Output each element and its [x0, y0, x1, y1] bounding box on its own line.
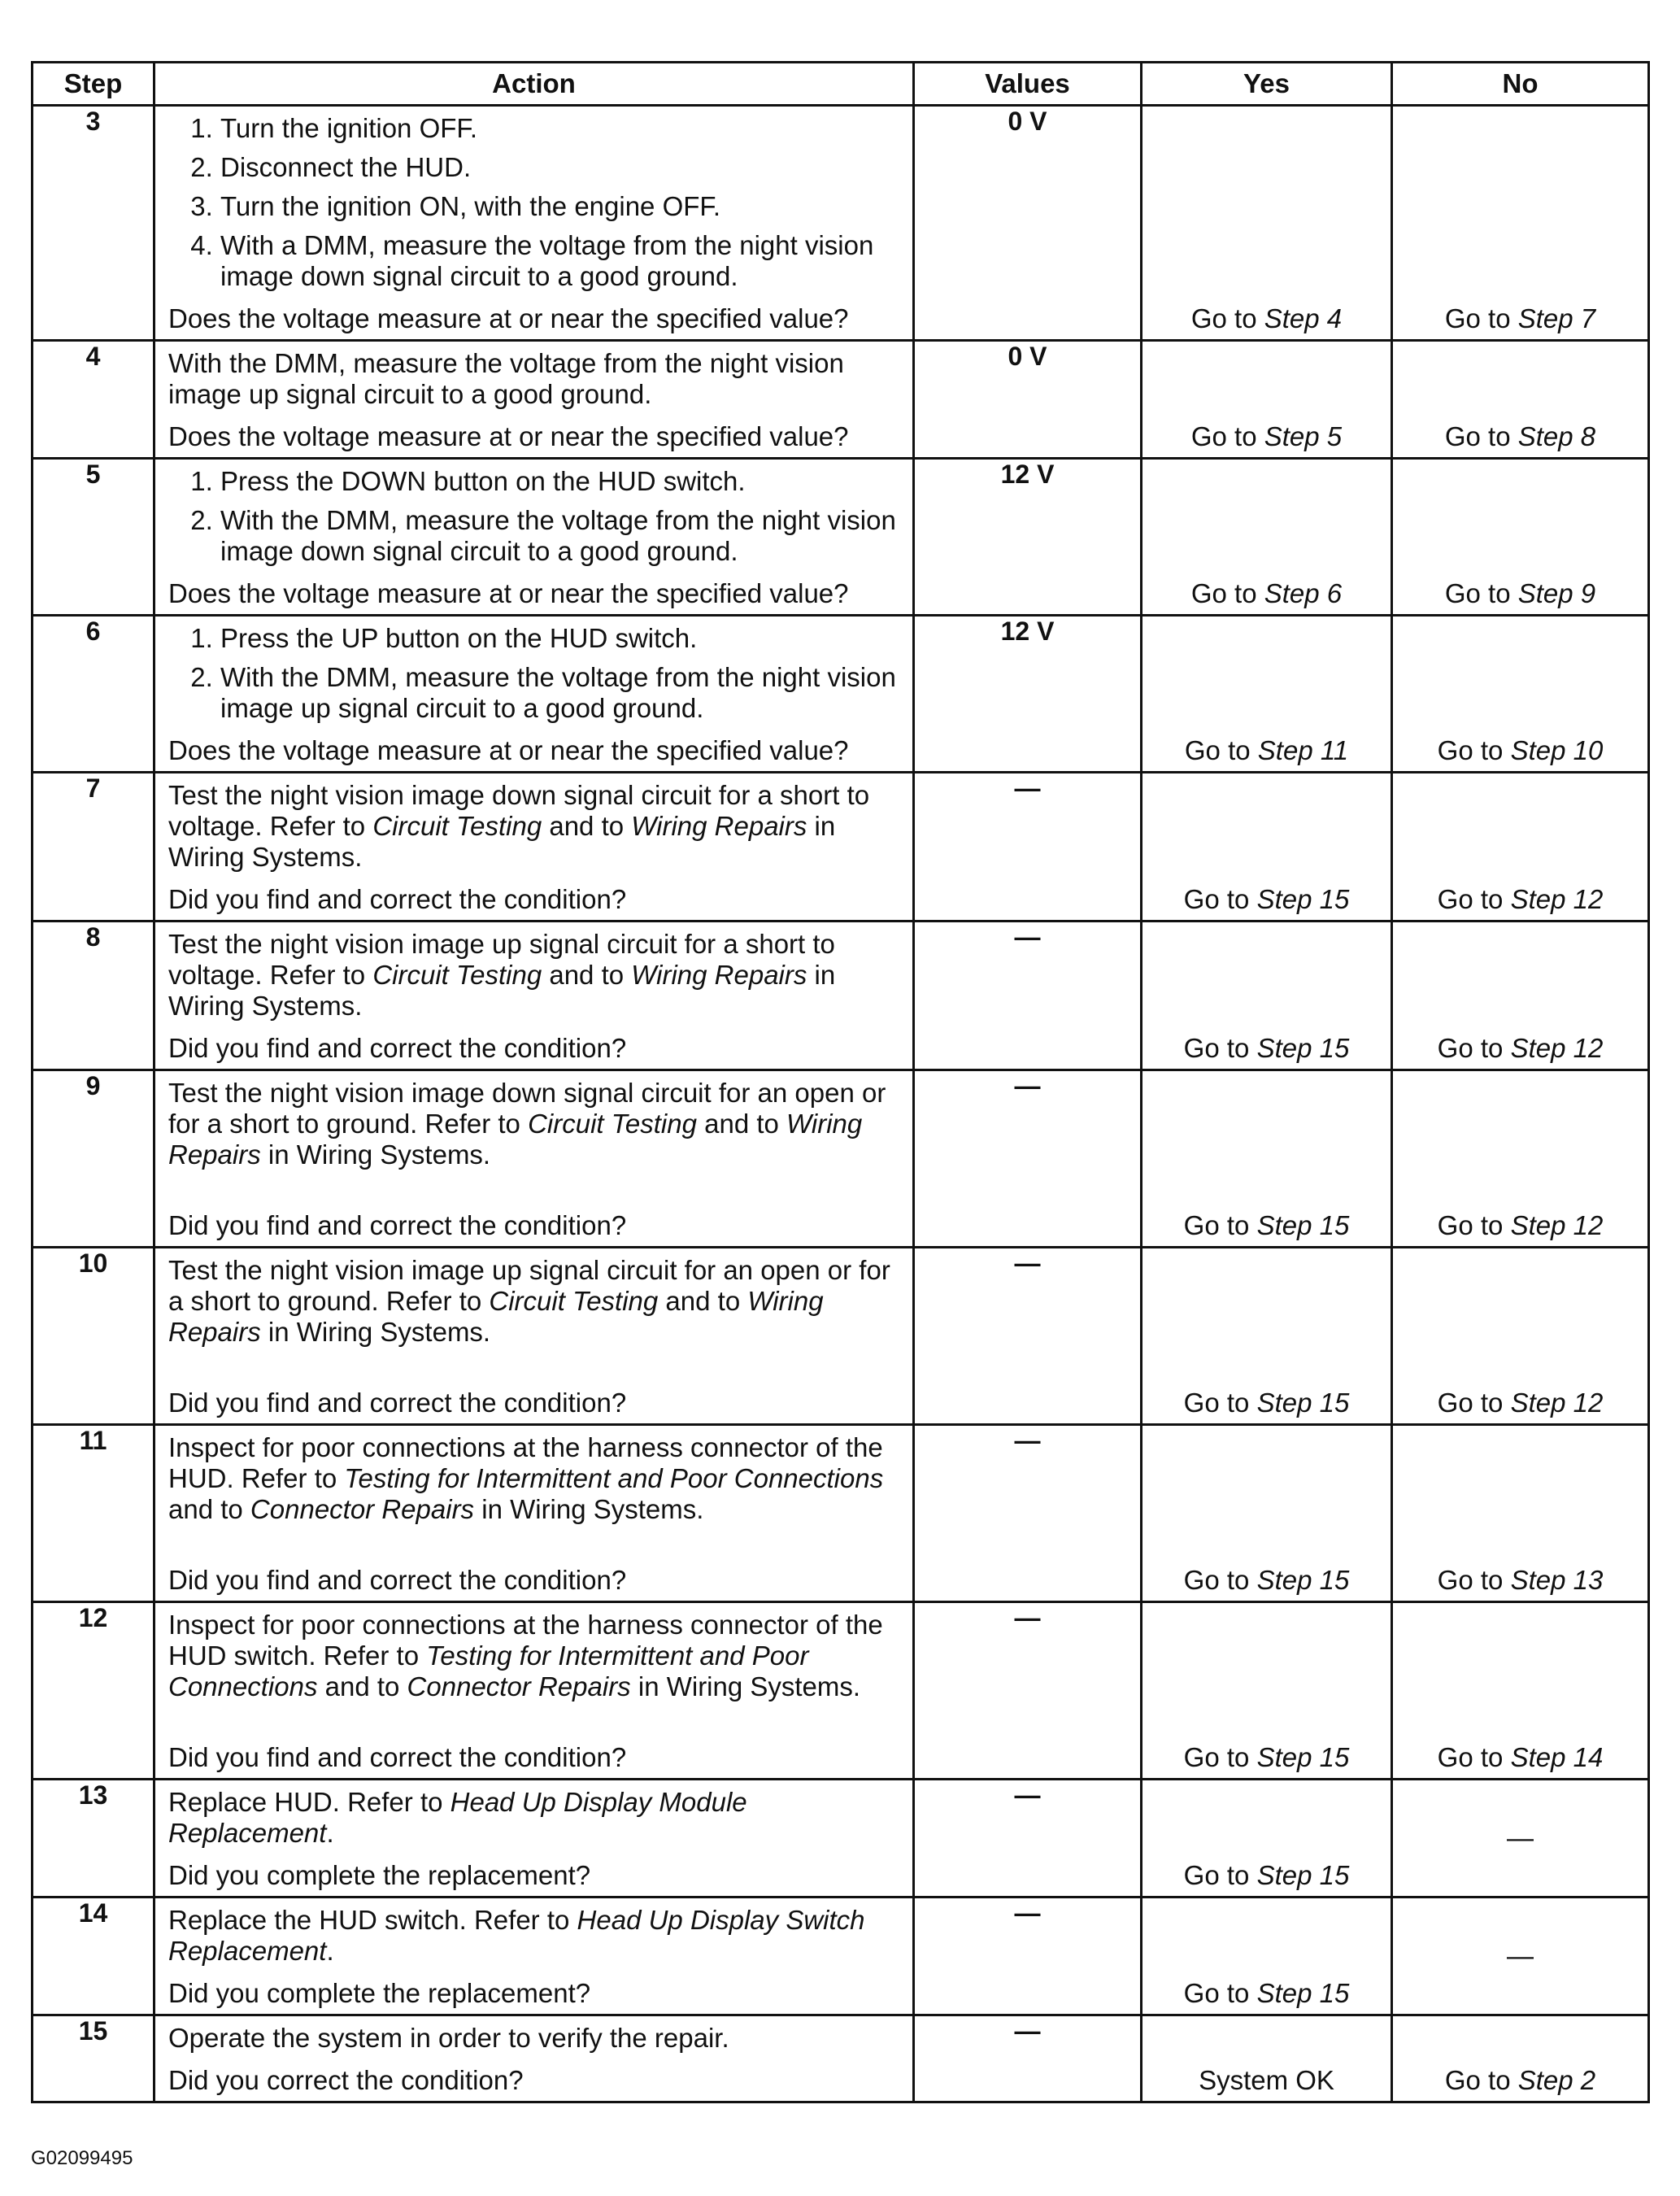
action-text-part: and to	[658, 1286, 748, 1316]
action-cell	[155, 616, 914, 773]
action-cell	[155, 1898, 914, 2015]
action-step: 4. With a DMM, measure the voltage from the night vision image down signal circuit to a good ground.	[220, 230, 903, 292]
goto-prefix: Go to	[1183, 1210, 1250, 1240]
values-cell: 0 V	[914, 341, 1142, 459]
reference-title: Circuit Testing	[372, 960, 542, 990]
values-cell: 0 V	[914, 106, 1142, 341]
no-cell	[1392, 1070, 1649, 1248]
reference-title: Circuit Testing	[489, 1286, 659, 1316]
goto-prefix: Go to	[1444, 2065, 1511, 2095]
goto-prefix: Go to	[1183, 1565, 1250, 1595]
action-cell	[155, 2015, 914, 2102]
action-text-part: and to	[168, 1494, 250, 1524]
step-cell: 13	[33, 1780, 155, 1898]
action-step: 2. With the DMM, measure the voltage from the night vision image down signal circuit to a good ground.	[220, 505, 903, 567]
reference-title: Connector Repairs	[250, 1494, 475, 1524]
goto-step-ref: Step 15	[1256, 1565, 1350, 1595]
action-question: Did you find and correct the condition?	[168, 884, 627, 914]
goto-prefix: Go to	[1444, 421, 1511, 451]
header-step: Step	[33, 63, 155, 106]
goto-prefix: Go to	[1184, 735, 1251, 765]
yes-cell	[1142, 1070, 1392, 1248]
yes-result	[1142, 1210, 1391, 1241]
action-text: With the DMM, measure the voltage from the night vision image up signal circuit to a good ground.	[168, 348, 844, 409]
reference-title: Circuit Testing	[372, 811, 542, 841]
no-result	[1393, 303, 1647, 334]
step-cell: 3	[33, 106, 155, 341]
action-question: Does the voltage measure at or near the specified value?	[168, 735, 849, 765]
action-text-part: in Wiring Systems.	[474, 1494, 704, 1524]
reference-title: Connector Repairs	[407, 1671, 631, 1701]
goto-prefix: Go to	[1190, 421, 1257, 451]
reference-title: Wiring Repairs	[168, 1109, 863, 1170]
action-text-part: in Wiring Systems.	[260, 1139, 491, 1170]
action-question: Did you complete the replacement?	[168, 1978, 591, 2008]
reference-title: Testing for Intermittent and Poor Connections	[344, 1463, 884, 1493]
goto-step-ref: Step 15	[1256, 1210, 1350, 1240]
reference-title: Wiring Repairs	[168, 1286, 824, 1347]
goto-prefix: Go to	[1437, 1565, 1504, 1595]
goto-step-ref: Step 13	[1510, 1565, 1604, 1595]
action-question: Does the voltage measure at or near the specified value?	[168, 578, 849, 608]
action-cell	[155, 1248, 914, 1425]
step-cell: 12	[33, 1602, 155, 1780]
no-result	[1393, 421, 1647, 452]
yes-cell	[1142, 773, 1392, 922]
yes-cell	[1142, 1898, 1392, 2015]
goto-prefix: Go to	[1437, 1388, 1504, 1418]
action-text: Operate the system in order to verify the repair.	[168, 2023, 729, 2053]
goto-prefix: Go to	[1444, 303, 1511, 333]
step-cell: 11	[33, 1425, 155, 1602]
values-cell: 12 V	[914, 616, 1142, 773]
action-text-part: Inspect for poor connections at the harness connector of the HUD. Refer to	[168, 1432, 883, 1493]
action-text-part: Replace the HUD switch. Refer to	[168, 1905, 577, 1935]
no-cell	[1392, 773, 1649, 922]
action-question: Does the voltage measure at or near the specified value?	[168, 421, 849, 451]
table-row	[33, 1602, 1649, 1780]
reference-title: Circuit Testing	[528, 1109, 697, 1139]
no-cell	[1392, 106, 1649, 341]
action-step: 1. Press the DOWN button on the HUD switch.	[220, 466, 903, 497]
action-text-part: Replace HUD. Refer to	[168, 1787, 450, 1817]
action-cell	[155, 1070, 914, 1248]
action-text-part: .	[326, 1818, 334, 1848]
no-cell	[1392, 1898, 1649, 2015]
yes-result	[1142, 735, 1391, 766]
goto-step-ref: Step 12	[1510, 884, 1604, 914]
action-step: 1. Turn the ignition OFF.	[220, 113, 903, 144]
action-question: Did you find and correct the condition?	[168, 1033, 627, 1063]
action-text-part: Test the night vision image down signal circuit for a short to voltage. Refer to	[168, 780, 870, 841]
yes-result: System OK	[1199, 2065, 1334, 2095]
no-result	[1393, 2065, 1647, 2096]
values-cell: —	[914, 922, 1142, 1070]
no-result	[1393, 1210, 1647, 1241]
action-text-part: in Wiring Systems.	[168, 960, 836, 1021]
yes-cell	[1142, 922, 1392, 1070]
no-result: —	[1507, 1941, 1534, 1971]
no-cell	[1392, 922, 1649, 1070]
yes-result	[1142, 1978, 1391, 2009]
values-cell: 12 V	[914, 459, 1142, 616]
goto-prefix: Go to	[1183, 1742, 1250, 1772]
action-text-part: and to	[696, 1109, 787, 1139]
values-cell: —	[914, 1070, 1142, 1248]
no-result	[1393, 1388, 1647, 1418]
goto-step-ref: Step 12	[1510, 1388, 1604, 1418]
action-cell	[155, 773, 914, 922]
goto-step-ref: Step 15	[1256, 884, 1350, 914]
goto-step-ref: Step 11	[1257, 735, 1349, 765]
action-question: Did you correct the condition?	[168, 2065, 524, 2095]
step-cell: 14	[33, 1898, 155, 2015]
header-yes: Yes	[1142, 63, 1392, 106]
goto-step-ref: Step 14	[1510, 1742, 1604, 1772]
values-cell: —	[914, 2015, 1142, 2102]
values-cell: —	[914, 1425, 1142, 1602]
action-text	[168, 780, 903, 873]
action-question: Does the voltage measure at or near the specified value?	[168, 303, 849, 333]
action-text	[168, 1787, 903, 1849]
reference-title: Wiring Repairs	[631, 960, 807, 990]
no-cell	[1392, 1425, 1649, 1602]
yes-result	[1142, 303, 1391, 334]
goto-prefix: Go to	[1190, 303, 1257, 333]
table-row	[33, 773, 1649, 922]
step-cell: 8	[33, 922, 155, 1070]
goto-step-ref: Step 6	[1264, 578, 1343, 608]
action-body	[155, 1426, 912, 1572]
no-cell	[1392, 1602, 1649, 1780]
action-text	[168, 1432, 903, 1525]
yes-cell	[1142, 459, 1392, 616]
table-row	[33, 1425, 1649, 1602]
yes-cell	[1142, 341, 1392, 459]
no-result	[1393, 1742, 1647, 1773]
no-result	[1393, 1033, 1647, 1064]
no-result	[1393, 578, 1647, 609]
no-result: —	[1507, 1823, 1534, 1853]
values-cell: —	[914, 1602, 1142, 1780]
table-row	[33, 2015, 1649, 2102]
step-cell: 4	[33, 341, 155, 459]
goto-prefix: Go to	[1444, 578, 1511, 608]
goto-step-ref: Step 12	[1510, 1210, 1604, 1240]
step-cell: 5	[33, 459, 155, 616]
action-text-part: in Wiring Systems.	[630, 1671, 861, 1701]
action-text	[168, 1905, 903, 1967]
action-question: Did you complete the replacement?	[168, 1860, 591, 1890]
yes-result	[1142, 1565, 1391, 1596]
goto-step-ref: Step 2	[1517, 2065, 1596, 2095]
figure-id: G02099495	[31, 2147, 133, 2169]
goto-prefix: Go to	[1183, 884, 1250, 914]
action-steps-list	[168, 113, 903, 292]
goto-prefix: Go to	[1183, 1388, 1250, 1418]
diagnostic-table	[31, 61, 1650, 2103]
action-question: Did you find and correct the condition?	[168, 1742, 627, 1772]
goto-prefix: Go to	[1437, 1742, 1504, 1772]
yes-result	[1142, 578, 1391, 609]
values-cell: —	[914, 1780, 1142, 1898]
action-text	[168, 1255, 903, 1348]
goto-prefix: Go to	[1437, 735, 1504, 765]
action-step: 2. With the DMM, measure the voltage from the night vision image up signal circuit to a good ground.	[220, 662, 903, 724]
action-text-part: Test the night vision image down signal circuit for an open or for a short to ground. Refer to	[168, 1078, 886, 1139]
goto-prefix: Go to	[1183, 1860, 1250, 1890]
action-cell	[155, 1425, 914, 1602]
no-cell	[1392, 1248, 1649, 1425]
header-no: No	[1392, 63, 1649, 106]
goto-prefix: Go to	[1190, 578, 1257, 608]
no-cell	[1392, 341, 1649, 459]
action-text-part: Inspect for poor connections at the harness connector of the HUD switch. Refer to	[168, 1610, 883, 1671]
no-result	[1393, 735, 1647, 766]
action-text-part: and to	[542, 811, 632, 841]
action-steps-list	[168, 623, 903, 724]
action-cell	[155, 459, 914, 616]
action-question: Did you find and correct the condition?	[168, 1565, 627, 1595]
goto-step-ref: Step 12	[1510, 1033, 1604, 1063]
action-step: 1. Press the UP button on the HUD switch.	[220, 623, 903, 654]
action-text-part: and to	[317, 1671, 407, 1701]
action-text	[168, 1078, 903, 1170]
reference-title: Wiring Repairs	[631, 811, 807, 841]
yes-result	[1142, 1742, 1391, 1773]
action-cell	[155, 341, 914, 459]
yes-cell	[1142, 1248, 1392, 1425]
reference-title: Testing for Intermittent and Poor Connections	[168, 1640, 809, 1701]
goto-prefix: Go to	[1183, 1978, 1250, 2008]
goto-step-ref: Step 8	[1517, 421, 1596, 451]
action-body	[155, 1071, 912, 1218]
action-text-part: Test the night vision image up signal circuit for a short to voltage. Refer to	[168, 929, 835, 990]
action-step: 3. Turn the ignition ON, with the engine OFF.	[220, 191, 903, 222]
action-question: Did you find and correct the condition?	[168, 1388, 627, 1418]
header-row	[33, 63, 1649, 106]
table-row	[33, 1248, 1649, 1425]
yes-result	[1142, 421, 1391, 452]
yes-cell	[1142, 106, 1392, 341]
goto-prefix: Go to	[1437, 1210, 1504, 1240]
goto-step-ref: Step 7	[1517, 303, 1596, 333]
action-text-part: and to	[542, 960, 632, 990]
table-row	[33, 106, 1649, 341]
action-cell	[155, 1780, 914, 1898]
header-action: Action	[155, 63, 914, 106]
table-body	[33, 106, 1649, 2102]
yes-result	[1142, 884, 1391, 915]
table-row	[33, 1070, 1649, 1248]
values-cell: —	[914, 1248, 1142, 1425]
values-cell: —	[914, 1898, 1142, 2015]
yes-cell	[1142, 1425, 1392, 1602]
action-question: Did you find and correct the condition?	[168, 1210, 627, 1240]
action-cell	[155, 106, 914, 341]
action-text-part: in Wiring Systems.	[168, 811, 836, 872]
action-text	[168, 929, 903, 1022]
goto-step-ref: Step 15	[1256, 1978, 1350, 2008]
action-cell	[155, 1602, 914, 1780]
reference-title: Head Up Display Switch Replacement	[168, 1905, 865, 1966]
yes-cell	[1142, 2015, 1392, 2102]
no-cell	[1392, 459, 1649, 616]
step-cell: 7	[33, 773, 155, 922]
action-body	[155, 1603, 912, 1749]
reference-title: Head Up Display Module Replacement	[168, 1787, 747, 1848]
step-cell: 9	[33, 1070, 155, 1248]
no-cell	[1392, 2015, 1649, 2102]
goto-step-ref: Step 15	[1256, 1860, 1350, 1890]
table-row	[33, 1780, 1649, 1898]
goto-step-ref: Step 4	[1264, 303, 1343, 333]
step-cell: 15	[33, 2015, 155, 2102]
action-step: 2. Disconnect the HUD.	[220, 152, 903, 183]
action-text-part: .	[326, 1936, 334, 1966]
goto-step-ref: Step 9	[1517, 578, 1596, 608]
action-text	[168, 1610, 903, 1702]
action-text-part: in Wiring Systems.	[260, 1317, 491, 1347]
goto-step-ref: Step 15	[1256, 1388, 1350, 1418]
no-cell	[1392, 616, 1649, 773]
table-row	[33, 616, 1649, 773]
values-cell: —	[914, 773, 1142, 922]
action-body	[155, 1248, 912, 1395]
action-steps-list	[168, 466, 903, 567]
step-cell: 6	[33, 616, 155, 773]
yes-result	[1142, 1388, 1391, 1418]
no-result	[1393, 884, 1647, 915]
goto-prefix: Go to	[1183, 1033, 1250, 1063]
no-cell	[1392, 1780, 1649, 1898]
table-row	[33, 459, 1649, 616]
yes-result	[1142, 1033, 1391, 1064]
goto-prefix: Go to	[1437, 884, 1504, 914]
goto-prefix: Go to	[1437, 1033, 1504, 1063]
yes-cell	[1142, 616, 1392, 773]
yes-cell	[1142, 1602, 1392, 1780]
header-values: Values	[914, 63, 1142, 106]
table-row	[33, 1898, 1649, 2015]
action-text-part: Test the night vision image up signal circuit for an open or for a short to ground. Refer to	[168, 1255, 890, 1316]
table-row	[33, 922, 1649, 1070]
goto-step-ref: Step 15	[1256, 1033, 1350, 1063]
table-row	[33, 341, 1649, 459]
goto-step-ref: Step 10	[1510, 735, 1604, 765]
yes-result	[1142, 1860, 1391, 1891]
no-result	[1393, 1565, 1647, 1596]
action-cell	[155, 922, 914, 1070]
goto-step-ref: Step 5	[1264, 421, 1343, 451]
yes-cell	[1142, 1780, 1392, 1898]
step-cell: 10	[33, 1248, 155, 1425]
goto-step-ref: Step 15	[1256, 1742, 1350, 1772]
